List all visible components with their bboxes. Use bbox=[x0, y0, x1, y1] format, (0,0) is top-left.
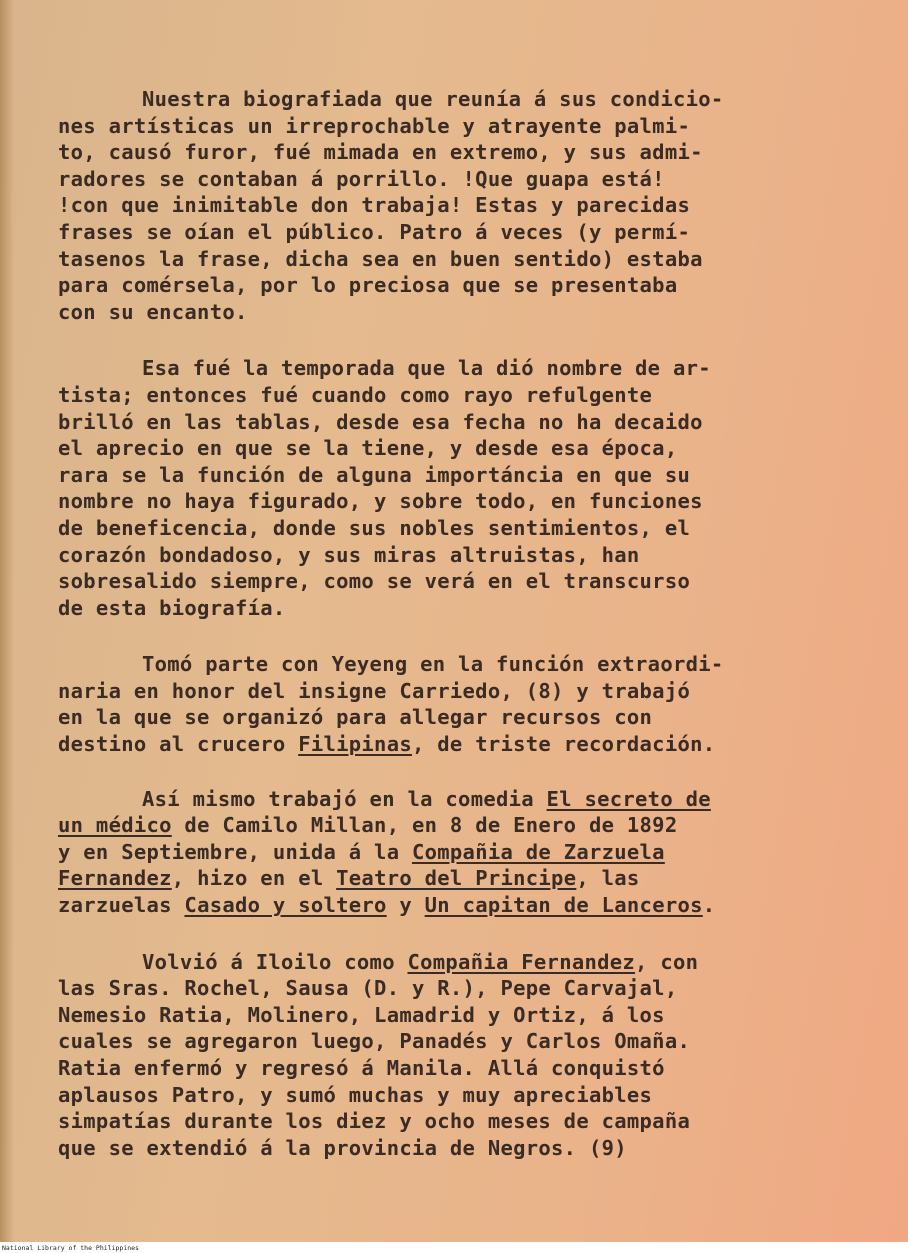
text-line bbox=[58, 1108, 878, 1135]
text-line bbox=[58, 299, 878, 326]
text-segment: corazón bondadoso, y sus miras altruistas, han bbox=[58, 542, 640, 567]
text-line bbox=[58, 488, 878, 515]
text-line bbox=[58, 704, 878, 731]
paragraph bbox=[58, 355, 878, 621]
text-line bbox=[58, 651, 878, 678]
text-line bbox=[58, 192, 878, 219]
text-segment: de beneficencia, donde sus nobles sentimientos, el bbox=[58, 515, 691, 540]
text-segment: radores se contaban á porrillo. !Que guapa está! bbox=[58, 166, 665, 191]
text-segment: tasenos la frase, dicha sea en buen sentido) estaba bbox=[58, 246, 703, 271]
text-line bbox=[58, 1028, 878, 1055]
text-segment: , con bbox=[635, 949, 699, 974]
text-segment: sobresalido siempre, como se verá en el transcurso bbox=[58, 569, 691, 594]
text-segment: para comérsela, por lo preciosa que se presentaba bbox=[58, 273, 678, 298]
paragraph bbox=[58, 86, 878, 325]
text-segment: Ratia enfermó y regresó á Manila. Allá conquistó bbox=[58, 1056, 665, 1080]
text-segment: Nuestra biografiada que reunía á sus condicio- bbox=[142, 87, 724, 111]
underlined-title: Compañia Fernandez bbox=[407, 949, 636, 974]
text-segment: Volvió á Iloilo como bbox=[142, 949, 408, 974]
text-segment: , hizo en el bbox=[171, 866, 337, 891]
text-line bbox=[58, 975, 878, 1002]
text-segment: tista; entonces fué cuando como rayo refulgente bbox=[58, 382, 653, 407]
paragraph bbox=[58, 651, 878, 757]
text-segment: to, causó furor, fué mimada en extremo, y sus admi- bbox=[58, 140, 703, 165]
text-line bbox=[58, 731, 878, 758]
underlined-title: Fernandez bbox=[58, 866, 172, 891]
text-segment: nes artísticas un irreprochable y atrayente palmi- bbox=[58, 113, 691, 138]
text-line bbox=[58, 435, 878, 462]
paragraph bbox=[58, 949, 878, 1162]
text-line bbox=[58, 1082, 878, 1109]
underlined-title: El secreto de bbox=[546, 786, 711, 811]
text-line bbox=[58, 812, 878, 839]
text-segment: que se extendió á la provincia de Negros. (9) bbox=[58, 1135, 627, 1160]
text-segment: , de triste recordación. bbox=[411, 732, 716, 757]
text-line bbox=[58, 678, 878, 705]
underlined-title: Compañia de Zarzuela bbox=[411, 839, 665, 864]
text-line bbox=[58, 892, 878, 919]
text-line bbox=[58, 355, 878, 382]
text-segment: con su encanto. bbox=[58, 299, 248, 324]
text-segment: destino al crucero bbox=[58, 732, 299, 757]
text-segment: Esa fué la temporada que la dió nombre de ar- bbox=[142, 356, 711, 381]
text-segment: Así mismo trabajó en la comedia bbox=[142, 786, 547, 811]
text-segment: Nemesio Ratia, Molinero, Lamadrid y Ortiz, á los bbox=[58, 1002, 665, 1027]
text-line bbox=[58, 1055, 878, 1082]
text-line bbox=[58, 382, 878, 409]
text-line bbox=[58, 246, 878, 273]
underlined-title: Casado y soltero bbox=[184, 893, 387, 918]
library-credit: National Library of the Philippines bbox=[2, 1244, 139, 1252]
text-line bbox=[58, 865, 878, 892]
text-segment: aplausos Patro, y sumó muchas y muy apreciables bbox=[58, 1082, 653, 1107]
text-line bbox=[58, 595, 878, 622]
text-segment: y en Septiembre, unida á la bbox=[58, 839, 412, 864]
text-segment: , las bbox=[576, 866, 640, 891]
text-line bbox=[58, 515, 878, 542]
document-body bbox=[58, 86, 878, 1187]
text-line bbox=[58, 272, 878, 299]
text-line bbox=[58, 542, 878, 569]
text-line bbox=[58, 166, 878, 193]
text-segment: rara se la función de alguna importáncia en que su bbox=[58, 462, 691, 487]
text-line bbox=[58, 1002, 878, 1029]
text-segment: nombre no haya figurado, y sobre todo, en funciones bbox=[58, 489, 703, 514]
text-line bbox=[58, 839, 878, 866]
text-segment: simpatías durante los diez y ocho meses de campaña bbox=[58, 1109, 691, 1134]
text-segment: Tomó parte con Yeyeng en la función extraordi- bbox=[142, 652, 724, 677]
text-segment: en la que se organizó para allegar recursos con bbox=[58, 705, 653, 730]
text-segment: brilló en las tablas, desde esa fecha no ha decaido bbox=[58, 409, 703, 434]
text-line bbox=[58, 139, 878, 166]
text-segment: naria en honor del insigne Carriedo, (8) y trabajó bbox=[58, 678, 691, 703]
paragraph bbox=[58, 786, 878, 919]
text-segment: de esta biografía. bbox=[58, 595, 286, 620]
text-segment: zarzuelas bbox=[58, 893, 185, 918]
text-line bbox=[58, 113, 878, 140]
text-line bbox=[58, 568, 878, 595]
text-segment: cuales se agregaron luego, Panadés y Carlos Omaña. bbox=[58, 1029, 691, 1054]
text-line bbox=[58, 786, 878, 813]
text-line bbox=[58, 462, 878, 489]
text-segment: de Camilo Millan, en 8 de Enero de 1892 bbox=[171, 813, 678, 838]
text-line bbox=[58, 86, 878, 113]
text-line bbox=[58, 1135, 878, 1162]
underlined-title: un médico bbox=[58, 813, 172, 838]
text-line bbox=[58, 219, 878, 246]
text-segment: y bbox=[386, 893, 425, 918]
text-segment: . bbox=[702, 893, 716, 918]
text-line bbox=[58, 409, 878, 436]
text-segment: frases se oían el público. Patro á veces (y permí- bbox=[58, 219, 691, 244]
text-segment: !con que inimitable don trabaja! Estas y parecidas bbox=[58, 193, 691, 218]
underlined-title: Un capitan de Lanceros bbox=[424, 893, 703, 918]
underlined-title: Filipinas bbox=[298, 732, 412, 757]
text-line bbox=[58, 949, 878, 976]
text-segment: las Sras. Rochel, Sausa (D. y R.), Pepe Carvajal, bbox=[58, 976, 678, 1001]
underlined-title: Teatro del Principe bbox=[336, 866, 577, 891]
text-segment: el aprecio en que se la tiene, y desde esa época, bbox=[58, 436, 678, 461]
